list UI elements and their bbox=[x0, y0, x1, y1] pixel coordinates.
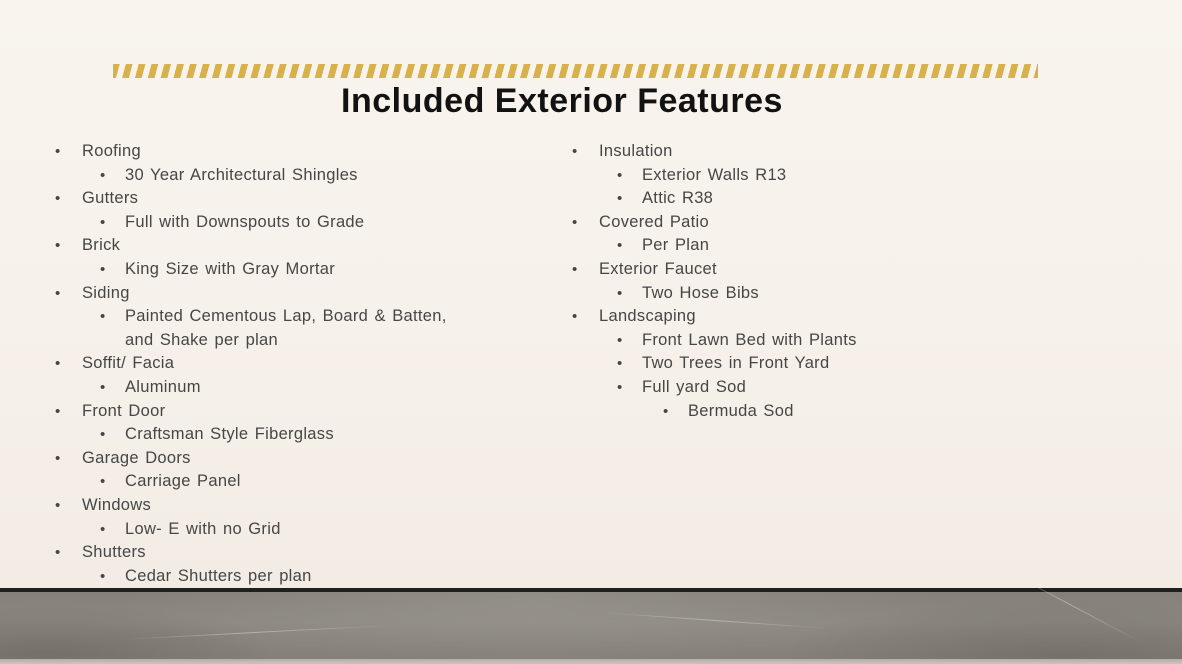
list-item-text: Full with Downspouts to Grade bbox=[125, 212, 365, 231]
bullet-icon: • bbox=[617, 331, 623, 349]
bullet-icon: • bbox=[617, 355, 623, 373]
bullet-icon: • bbox=[55, 402, 61, 420]
list-item bbox=[559, 352, 989, 376]
list-item-text: Full yard Sod bbox=[642, 377, 747, 396]
list-item bbox=[42, 541, 480, 565]
bullet-icon: • bbox=[617, 166, 623, 184]
bullet-icon: • bbox=[617, 190, 623, 208]
list-item-text: Landscaping bbox=[599, 307, 696, 326]
bullet-list-left bbox=[42, 140, 480, 588]
list-item bbox=[42, 234, 480, 258]
bullet-icon: • bbox=[572, 308, 578, 326]
list-item-text: Per Plan bbox=[642, 236, 710, 255]
list-item-text: King Size with Gray Mortar bbox=[125, 259, 336, 278]
list-item-text: Front Door bbox=[82, 401, 166, 420]
list-item bbox=[42, 305, 480, 352]
list-item bbox=[42, 282, 480, 306]
list-item bbox=[42, 400, 480, 424]
list-item bbox=[559, 234, 989, 258]
bullet-icon: • bbox=[572, 143, 578, 160]
bullet-icon: • bbox=[55, 449, 61, 467]
bullet-icon: • bbox=[617, 284, 623, 302]
bullet-icon: • bbox=[617, 237, 623, 255]
list-item bbox=[42, 187, 480, 211]
list-item-text: Shutters bbox=[82, 543, 146, 562]
bullet-icon: • bbox=[100, 166, 106, 184]
bullet-icon: • bbox=[55, 544, 61, 562]
list-item-text: Roofing bbox=[82, 142, 141, 160]
bullet-icon: • bbox=[100, 378, 106, 396]
list-item-text: Garage Doors bbox=[82, 448, 191, 467]
list-item bbox=[42, 423, 480, 447]
bullet-icon: • bbox=[572, 260, 578, 278]
list-item bbox=[42, 258, 480, 282]
list-item bbox=[559, 211, 989, 235]
list-item-text: Gutters bbox=[82, 189, 139, 208]
list-item-text: Exterior Faucet bbox=[599, 259, 717, 278]
bullet-icon: • bbox=[55, 190, 61, 208]
bullet-icon: • bbox=[55, 143, 61, 160]
bullet-icon: • bbox=[100, 473, 106, 491]
list-item-text: Windows bbox=[82, 495, 152, 514]
bullet-icon: • bbox=[100, 213, 106, 231]
bullet-icon: • bbox=[663, 402, 669, 420]
list-item-text: Two Trees in Front Yard bbox=[642, 354, 830, 373]
bullet-list-right bbox=[559, 140, 989, 423]
list-item bbox=[42, 376, 480, 400]
list-item-text: Insulation bbox=[599, 142, 673, 160]
list-item-text: Brick bbox=[82, 236, 121, 255]
list-item bbox=[42, 140, 480, 164]
bullet-icon: • bbox=[55, 237, 61, 255]
list-item-text: Attic R38 bbox=[642, 189, 714, 208]
bullet-icon: • bbox=[100, 260, 106, 278]
list-item bbox=[559, 187, 989, 211]
bullet-icon: • bbox=[100, 567, 106, 585]
list-item-text: Soffit/ Facia bbox=[82, 354, 175, 373]
list-item bbox=[559, 376, 989, 400]
list-item-text: Exterior Walls R13 bbox=[642, 165, 787, 184]
list-item-text: Bermuda Sod bbox=[688, 401, 794, 420]
list-item-text: Cedar Shutters per plan bbox=[125, 566, 312, 585]
list-item bbox=[559, 329, 989, 353]
list-item bbox=[42, 211, 480, 235]
bullet-icon: • bbox=[572, 213, 578, 231]
list-item bbox=[42, 447, 480, 471]
list-item bbox=[42, 470, 480, 494]
floor-baseboard bbox=[0, 659, 1182, 664]
list-item bbox=[559, 305, 989, 329]
list-item bbox=[42, 494, 480, 518]
floor-scratch bbox=[120, 625, 390, 640]
bullet-icon: • bbox=[617, 378, 623, 396]
list-item bbox=[42, 518, 480, 542]
list-item-text: Low- E with no Grid bbox=[125, 519, 281, 538]
list-item bbox=[42, 565, 480, 589]
list-item-text: Craftsman Style Fiberglass bbox=[125, 425, 334, 444]
list-item bbox=[559, 400, 989, 424]
list-item bbox=[559, 164, 989, 188]
bullet-icon: • bbox=[55, 496, 61, 514]
gold-dash-decoration bbox=[113, 64, 1038, 78]
list-item-text: Painted Cementous Lap, Board & Batten, and Shake per plan bbox=[125, 307, 447, 349]
bullet-icon: • bbox=[100, 426, 106, 444]
list-item bbox=[42, 352, 480, 376]
list-item-text: Siding bbox=[82, 283, 130, 302]
list-item-text: Covered Patio bbox=[599, 212, 709, 231]
floor-scratch bbox=[600, 612, 830, 629]
list-item bbox=[559, 140, 989, 164]
bullet-icon: • bbox=[55, 284, 61, 302]
slide-title: Included Exterior Features bbox=[341, 82, 783, 120]
list-item-text: Aluminum bbox=[125, 377, 201, 396]
list-item bbox=[42, 164, 480, 188]
list-item-text: 30 Year Architectural Shingles bbox=[125, 165, 358, 184]
bullet-icon: • bbox=[55, 355, 61, 373]
list-item-text: Front Lawn Bed with Plants bbox=[642, 330, 857, 349]
list-item-text: Carriage Panel bbox=[125, 472, 241, 491]
bullet-icon: • bbox=[100, 520, 106, 538]
list-item bbox=[559, 258, 989, 282]
floor-background bbox=[0, 592, 1182, 659]
bullet-icon: • bbox=[100, 308, 106, 326]
list-item bbox=[559, 282, 989, 306]
list-item-text: Two Hose Bibs bbox=[642, 283, 759, 302]
